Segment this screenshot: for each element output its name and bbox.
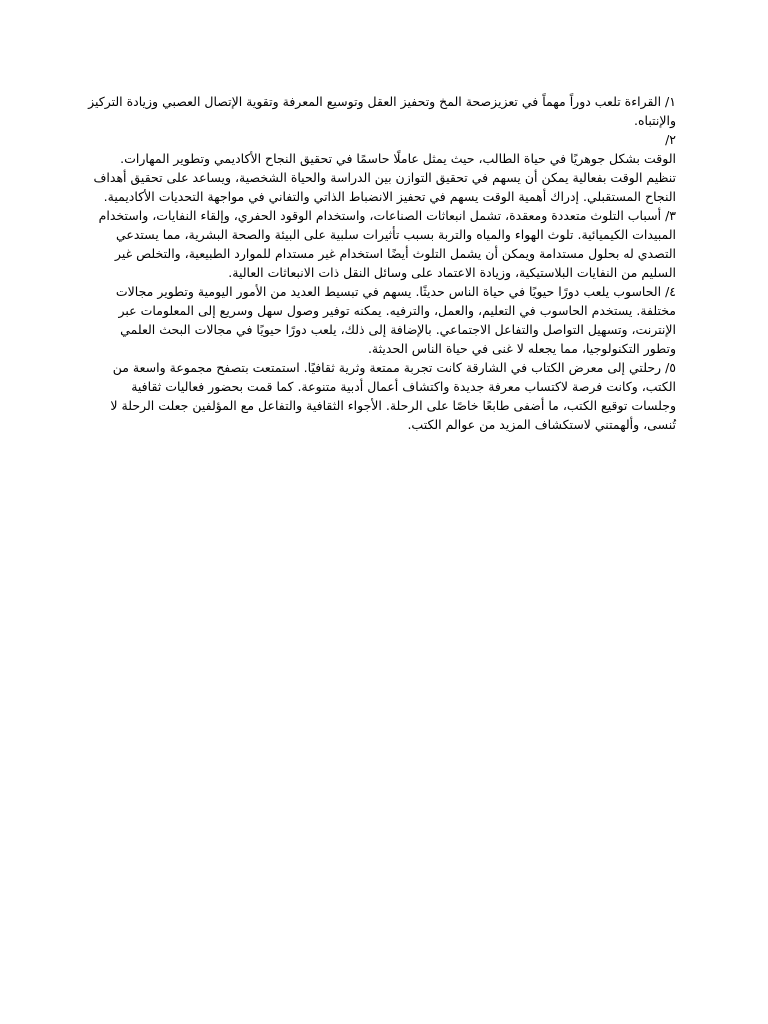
paragraph-3: ٣/ أسباب التلوث متعددة ومعقدة، تشمل انبعاثات الصناعات، واستخدام الوقود الحفري، وإلقاء النفايات، واستخدام المبيدات الكيميائية. تلوث الهواء والمياه والتربة بسبب تأثيرات سلبية على البيئة والصحة البشرية، مما يستدعي التصدي له بحلول مستدامة ويمكن أن يشمل التلوث أيضًا استخدام غير مستدام للموارد الطبيعية، والتخلص غير السليم من النفايات البلاستيكية، وزيادة الاعتماد على وسائل النقل ذات الانبعاثات العالية. xyxy=(98,208,676,280)
paragraph-4: ٤/ الحاسوب يلعب دورًا حيويًا في حياة الناس حديثًا. يسهم في تبسيط العديد من الأمور اليومية وتطوير مجالات مختلفة. يستخدم الحاسوب في التعليم، والعمل، والترفيه. يمكنه توفير وصول سهل وسريع إلى المعلومات عبر الإنترنت، وتسهيل التواصل والتفاعل الاجتماعي. بالإضافة إلى ذلك، يلعب دورًا حيويًا في مجالات البحث العلمي وتطور التكنولوجيا، مما يجعله لا غنى في حياة الناس الحديثة. xyxy=(115,284,676,356)
paragraph-5: ٥/ رحلتي إلى معرض الكتاب في الشارقة كانت تجربة ممتعة وثرية ثقافيًا. استمتعت بتصفح مجموعة واسعة من الكتب، وكانت فرصة لاكتساب معرفة جديدة واكتشاف أعمال أدبية متنوعة. كما قمت بحضور فعاليات ثقافية وجلسات توقيع الكتب، ما أضفى طابعًا خاصًا على الرحلة. الأجواء الثقافية والتفاعل مع المؤلفين جعلت الرحلة لا تُنسى، وألهمتني لاستكشاف المزيد من عوالم الكتب. xyxy=(110,360,676,432)
paragraph-1: ١/ القراءة تلعب دوراً مهماً في تعزيزصحة المخ وتحفيز العقل وتوسيع المعرفة وتقوية الإتصال العصبي وزيادة التركيز والإنتباه. xyxy=(88,94,676,128)
document-body xyxy=(88,92,676,434)
paragraph-2: الوقت بشكل جوهريًا في حياة الطالب، حيث يمثل عاملًا حاسمًا في تحقيق النجاح الأكاديمي وتطوير المهارات. تنظيم الوقت بفعالية يمكن أن يسهم في تحقيق التوازن بين الدراسة والحياة الشخصية، ويساعد على تحقيق أهداف النجاح المستقبلي. إدراك أهمية الوقت يسهم في تحفيز الانضباط الذاتي والتفاني في مواجهة التحديات الأكاديمية. xyxy=(93,151,676,204)
paragraph-2-number: ٢/ xyxy=(665,132,676,147)
